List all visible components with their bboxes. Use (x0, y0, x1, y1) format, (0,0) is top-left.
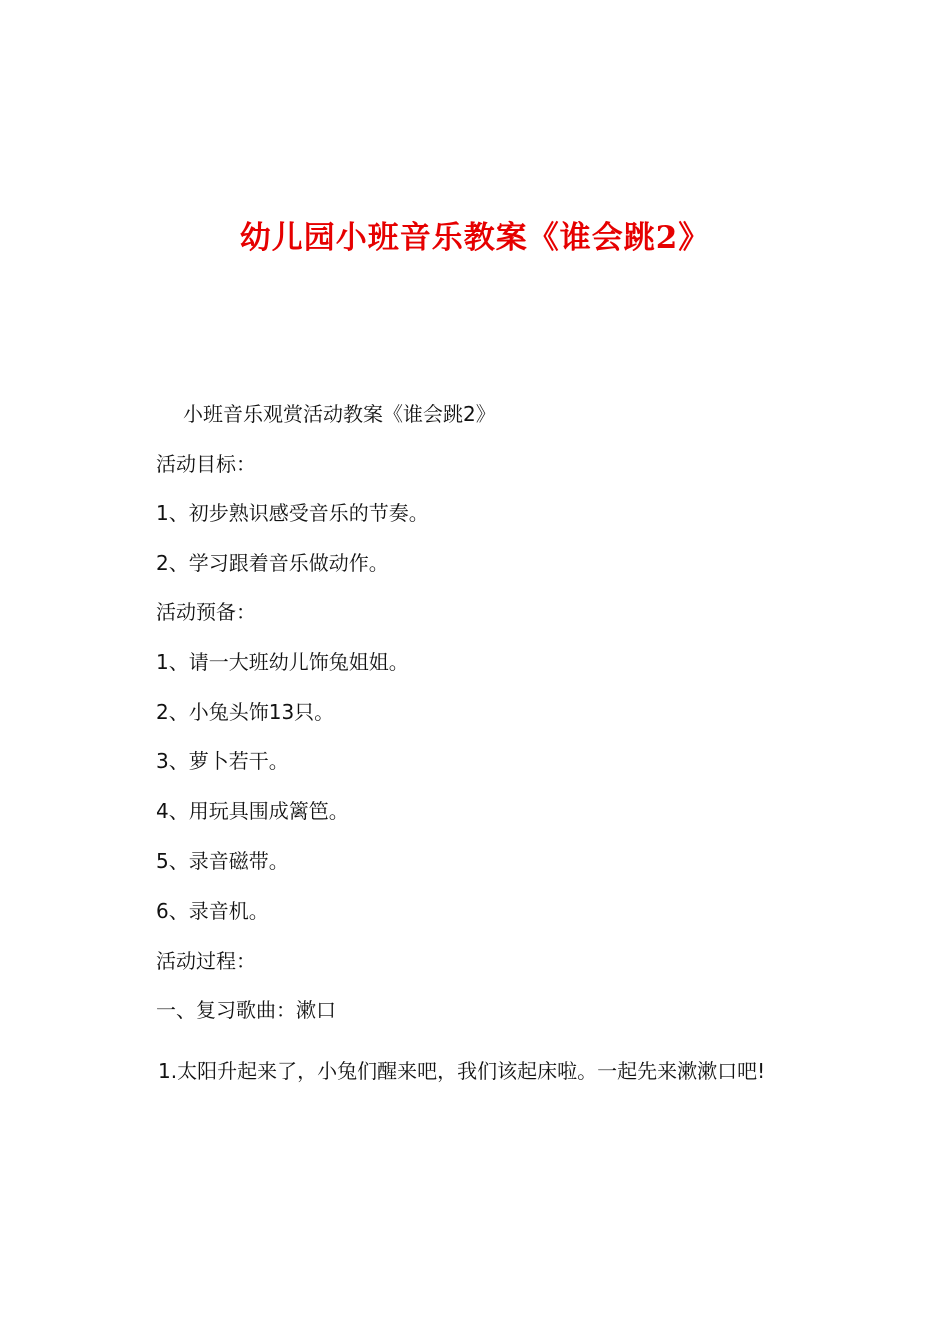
process-paragraph: 1.太阳升起来了，小兔们醒来吧，我们该起床啦。一起先来漱漱口吧! (158, 1059, 766, 1083)
goal-item: 1、初步熟识感受音乐的节奏。 (156, 501, 429, 525)
preparation-item: 4、用玩具围成篱笆。 (156, 799, 349, 823)
goal-item: 2、学习跟着音乐做动作。 (156, 551, 389, 575)
preparation-item: 5、录音磁带。 (156, 849, 289, 873)
section-heading-preparation: 活动预备： (156, 600, 256, 624)
preparation-item: 2、小兔头饰13只。 (156, 700, 335, 724)
preparation-item: 6、录音机。 (156, 899, 269, 923)
preparation-item: 3、萝卜若干。 (156, 749, 289, 773)
section-heading-process: 活动过程： (156, 949, 256, 973)
document-title: 幼儿园小班音乐教案《谁会跳2》 (239, 220, 711, 256)
process-step-heading: 一、复习歌曲：漱口 (156, 998, 336, 1022)
document-subtitle: 小班音乐观赏活动教案《谁会跳2》 (183, 402, 496, 426)
section-heading-goals: 活动目标： (156, 452, 256, 476)
preparation-item: 1、请一大班幼儿饰兔姐姐。 (156, 650, 409, 674)
